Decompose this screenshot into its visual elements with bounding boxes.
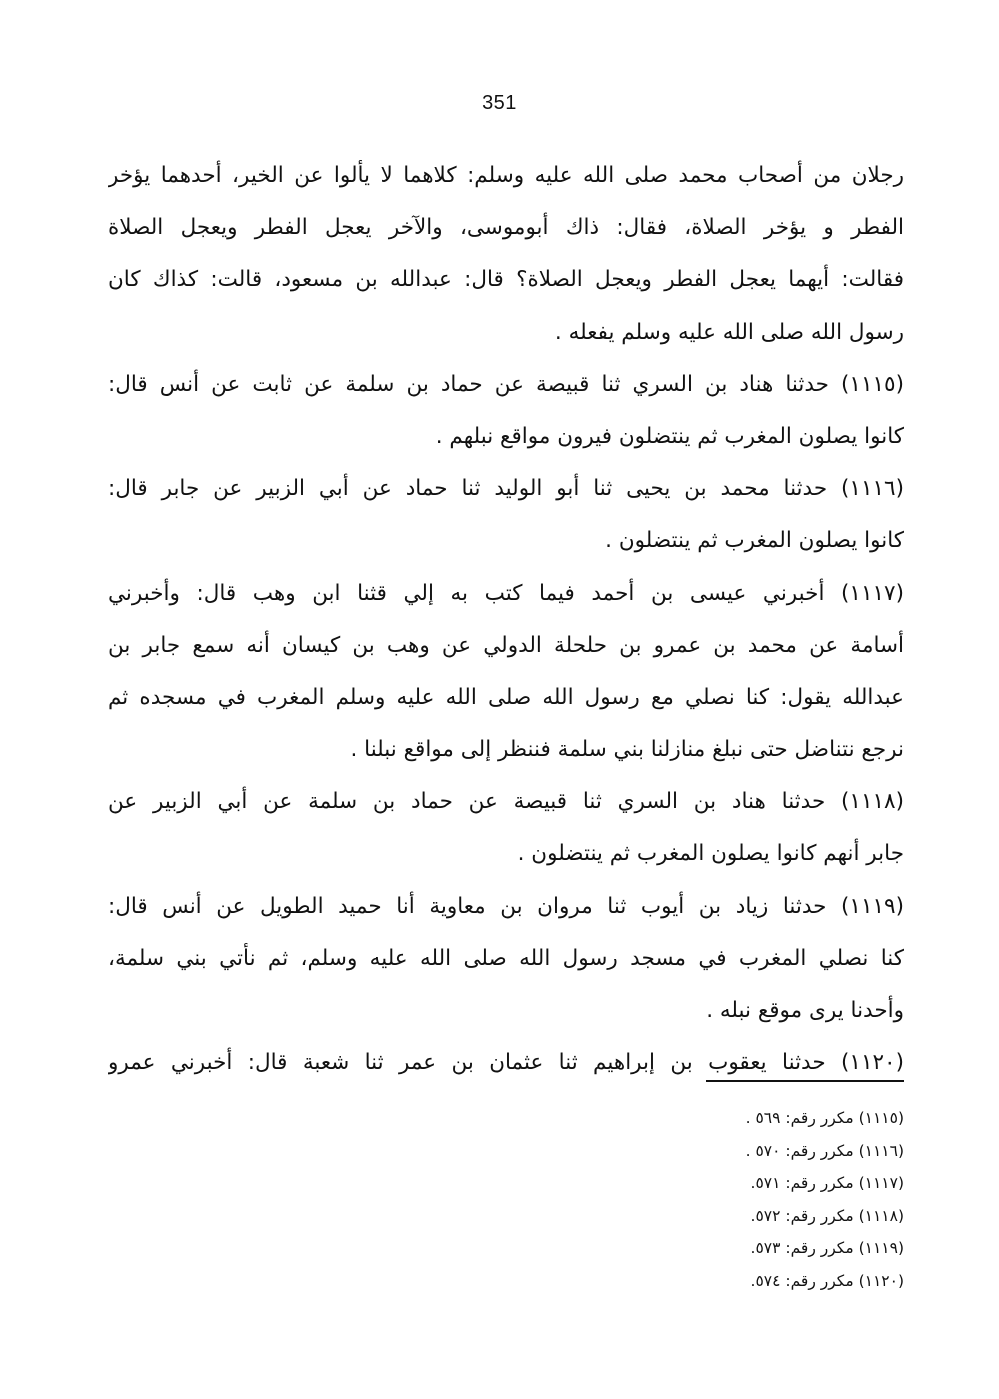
body-line: رسول الله صلى الله عليه وسلم يفعله .	[554, 319, 904, 345]
hadith-1119-line: (١١١٩) حدثنا زياد بن أيوب ثنا مروان بن معاوية أنا حميد الطويل عن أنس قال:	[108, 893, 904, 919]
footnotes	[604, 1102, 904, 1298]
body-line: كانوا يصلون المغرب ثم ينتضلون فيرون مواقع نبلهم .	[435, 423, 904, 449]
hadith-1118-line: (١١١٨) حدثنا هناد بن السري ثنا قبيصة عن حماد بن سلمة عن أبي الزبير عن	[108, 789, 904, 815]
body-text	[108, 150, 904, 1089]
body-line: رجلان من أصحاب محمد صلى الله عليه وسلم: كلاهما لا يألوا عن الخير، أحدهما يؤخر	[108, 163, 904, 188]
footnote-1116: (١١١٦) مكرر رقم: ٥٧٠ .	[745, 1141, 904, 1160]
body-line: أسامة عن محمد بن عمرو بن حلحلة الدولي عن وهب بن كيسان أنه سمع جابر بن	[108, 632, 904, 658]
body-line: وأحدنا يرى موقع نبله .	[706, 998, 904, 1023]
footnote-1119: (١١١٩) مكرر رقم: ٥٧٣.	[750, 1239, 904, 1258]
body-line: جابر أنهم كانوا يصلون المغرب ثم ينتضلون .	[517, 841, 904, 867]
hadith-1117-line: (١١١٧) أخبرني عيسى بن أحمد فيما كتب به إلي قثنا ابن وهب قال: وأخبرني	[108, 580, 904, 606]
body-line: عبدالله يقول: كنا نصلي مع رسول الله صلى الله عليه وسلم المغرب في مسجده ثم	[108, 684, 904, 710]
footnote-1115: (١١١٥) مكرر رقم: ٥٦٩ .	[745, 1109, 904, 1127]
body-line: كنا نصلي المغرب في مسجد رسول الله صلى الله عليه وسلم، ثم نأتي بني سلمة،	[108, 945, 904, 971]
footnote-1120: (١١٢٠) مكرر رقم: ٥٧٤.	[750, 1271, 904, 1290]
footnote-1118: (١١١٨) مكرر رقم: ٥٧٢.	[750, 1206, 904, 1225]
hadith-1115-line: (١١١٥) حدثنا هناد بن السري ثنا قبيصة عن حماد بن سلمة عن ثابت عن أنس قال:	[108, 371, 904, 397]
footnote-1117: (١١١٧) مكرر رقم: ٥٧١.	[750, 1174, 904, 1193]
hadith-1120-line: (١١٢٠) حدثنا يعقوب بن إبراهيم ثنا عثمان بن عمر ثنا شعبة قال: أخبرني عمرو	[108, 1050, 904, 1076]
body-line: كانوا يصلون المغرب ثم ينتضلون .	[605, 528, 904, 554]
body-line: فقالت: أيهما يعجل الفطر ويعجل الصلاة؟ قال: عبدالله بن مسعود، قالت: كذاك كان	[108, 267, 904, 293]
hadith-1116-line: (١١١٦) حدثنا محمد بن يحيى ثنا أبو الوليد ثنا حماد عن أبي الزبير عن جابر قال:	[108, 476, 904, 502]
footnote-divider	[706, 1080, 904, 1082]
body-line: الفطر و يؤخر الصلاة، فقال: ذاك أبوموسى، والآخر يعجل الفطر ويعجل الصلاة	[108, 215, 904, 241]
page-number: 351	[482, 92, 517, 114]
body-line: نرجع نتناضل حتى نبلغ منازلنا بني سلمة فننظر إلى مواقع نبلنا .	[350, 737, 904, 763]
